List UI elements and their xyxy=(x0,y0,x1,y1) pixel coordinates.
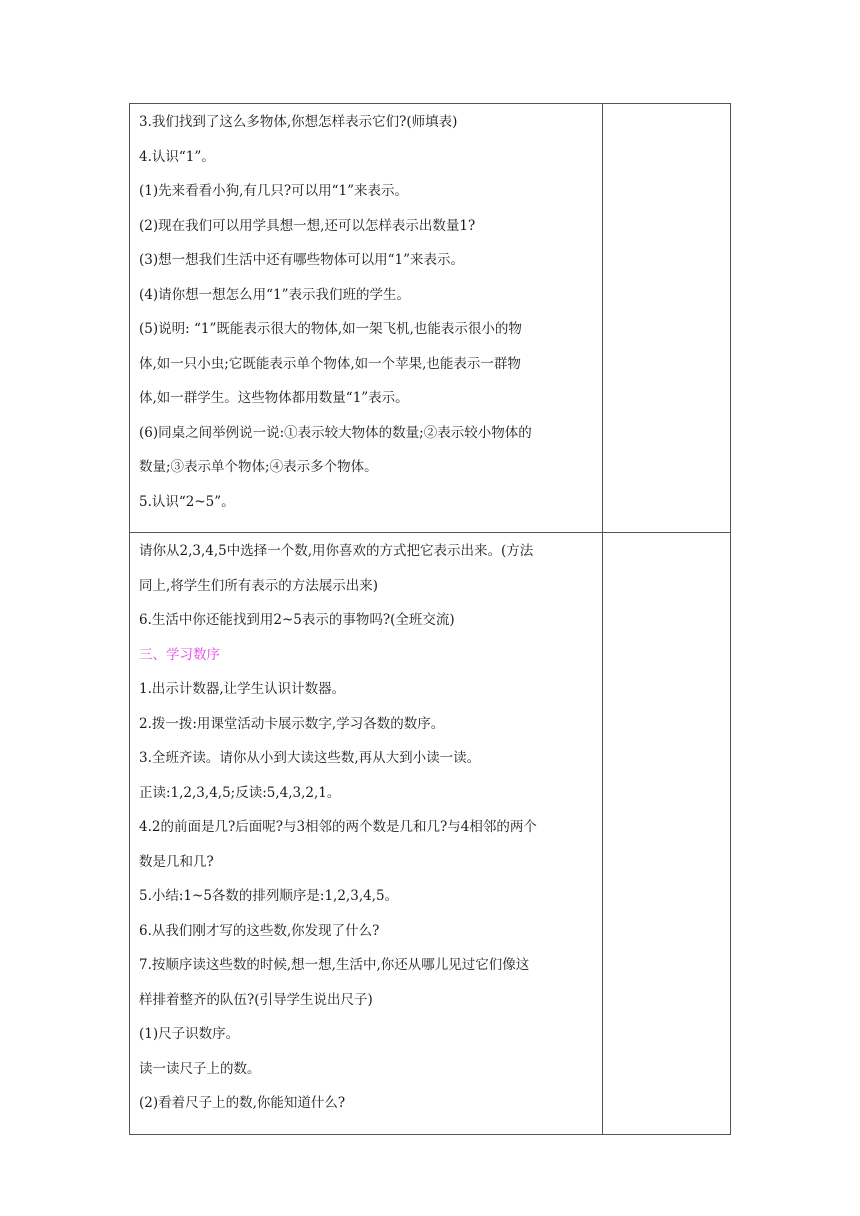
text-line: 4.认识“1”。 xyxy=(139,148,215,165)
section-heading: 三、学习数序 xyxy=(139,646,220,663)
notes-cell xyxy=(603,104,731,533)
text-line: (6)同桌之间举例说一说:①表示较大物体的数量;②表示较小物体的 xyxy=(139,424,532,441)
lesson-plan-table xyxy=(129,103,731,1135)
text-line: (5)说明: “1”既能表示很大的物体,如一架飞机,也能表示很小的物 xyxy=(139,321,522,337)
text-line: 2.拨一拨:用课堂活动卡展示数字,学习各数的数序。 xyxy=(139,715,445,732)
text-line: 1.出示计数器,让学生认识计数器。 xyxy=(139,681,346,697)
text-line: 6.从我们刚才写的这些数,你发现了什么? xyxy=(139,922,380,939)
text-line: 同上,将学生们所有表示的方法展示出来) xyxy=(139,577,379,594)
text-line: 请你从2,3,4,5中选择一个数,用你喜欢的方式把它表示出来。(方法 xyxy=(139,543,534,559)
text-line: (1)尺子识数序。 xyxy=(139,1026,240,1042)
text-line: (1)先来看看小狗,有几只?可以用“1”来表示。 xyxy=(139,183,409,199)
content-cell xyxy=(130,104,603,533)
text-line: (2)现在我们可以用学具想一想,还可以怎样表示出数量1? xyxy=(139,217,476,234)
text-line: (3)想一想我们生活中还有哪些物体可以用“1”来表示。 xyxy=(139,252,465,268)
text-line: (2)看着尺子上的数,你能知道什么? xyxy=(139,1095,346,1111)
text-line: 7.按顺序读这些数的时候,想一想,生活中,你还从哪儿见过它们像这 xyxy=(139,957,530,973)
text-line: 数是几和几? xyxy=(139,853,214,870)
content-cell xyxy=(130,533,603,1135)
text-line: 样排着整齐的队伍?(引导学生说出尺子) xyxy=(139,991,373,1008)
text-line: 5.小结:1~5各数的排列顺序是:1,2,3,4,5。 xyxy=(139,888,399,904)
text-line: 6.生活中你还能找到用2~5表示的事物吗?(全班交流) xyxy=(139,612,455,628)
table-row xyxy=(130,533,731,1135)
text-line: 体,如一群学生。这些物体都用数量“1”表示。 xyxy=(139,390,409,406)
table-row xyxy=(130,104,731,533)
text-line: 读一读尺子上的数。 xyxy=(139,1060,261,1077)
notes-cell xyxy=(603,533,731,1135)
text-line: 3.我们找到了这么多物体,你想怎样表示它们?(师填表) xyxy=(139,114,458,130)
text-line: 正读:1,2,3,4,5;反读:5,4,3,2,1。 xyxy=(139,784,341,801)
text-line: 5.认识“2~5”。 xyxy=(139,493,235,510)
text-line: 3.全班齐读。请你从小到大读这些数,再从大到小读一读。 xyxy=(139,750,481,766)
text-line: 4.2的前面是几?后面呢?与3相邻的两个数是几和几?与4相邻的两个 xyxy=(139,819,537,835)
text-line: 数量;③表示单个物体;④表示多个物体。 xyxy=(139,459,378,475)
text-line: 体,如一只小虫;它既能表示单个物体,如一个苹果,也能表示一群物 xyxy=(139,355,521,372)
text-line: (4)请你想一想怎么用“1”表示我们班的学生。 xyxy=(139,286,411,303)
